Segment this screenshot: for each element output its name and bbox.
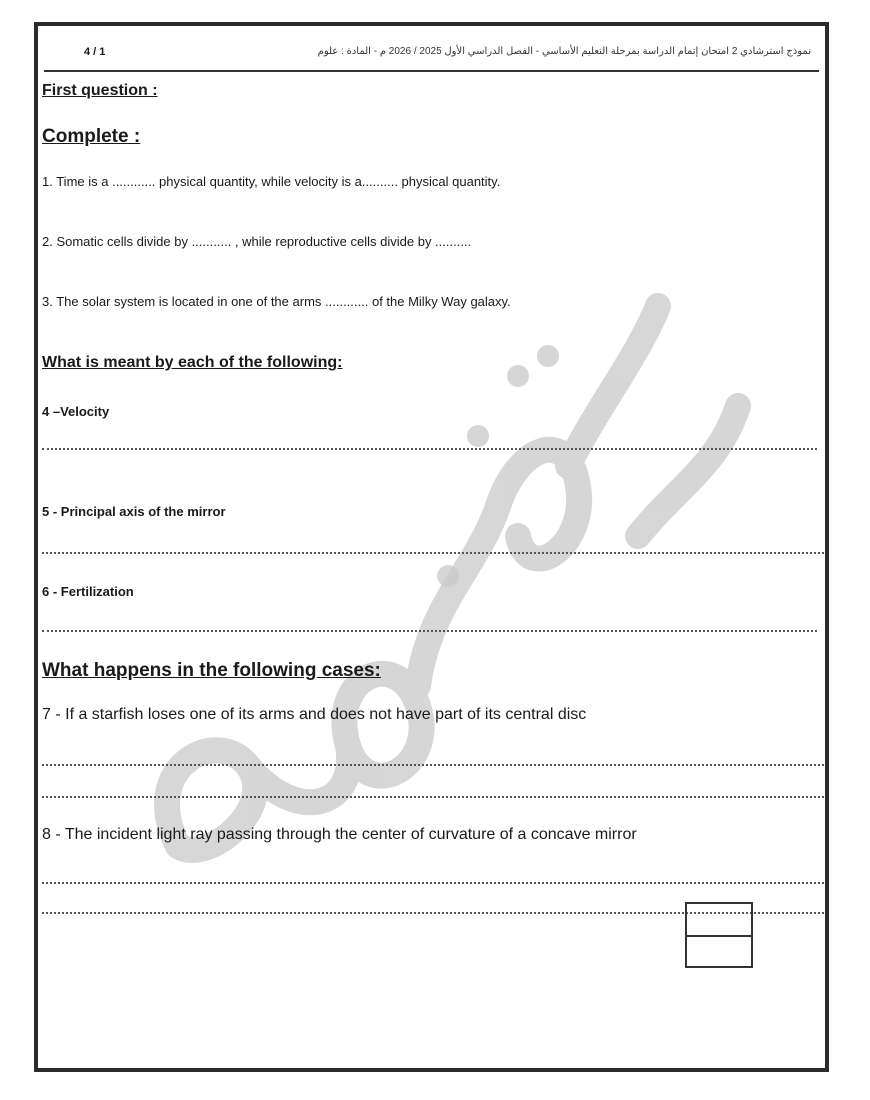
- page-number: 4 / 1: [84, 46, 106, 58]
- exam-page-frame: [34, 22, 829, 1072]
- answer-line: [42, 882, 824, 884]
- complete-heading: Complete :: [42, 126, 141, 147]
- answer-line: [42, 764, 824, 766]
- answer-line: [42, 448, 817, 450]
- exam-title: نموذج استرشادي 2 امتحان إتمام الدراسة بمرحلة التعليم الأساسي - الفصل الدراسي الأول 2025 / 2026 م - المادة : علوم: [317, 46, 811, 57]
- complete-item-3: 3. The solar system is located in one of the arms ............ of the Milky Way galaxy.: [42, 294, 511, 309]
- answer-line: [42, 796, 824, 798]
- answer-line: [42, 552, 824, 554]
- case-item-7: 7 - If a starfish loses one of its arms and does not have part of its central disc: [42, 706, 587, 723]
- page-header: [44, 40, 819, 72]
- complete-item-2: 2. Somatic cells divide by ........... , while reproductive cells divide by ..........: [42, 234, 472, 249]
- case-item-8: 8 - The incident light ray passing through the center of curvature of a concave mirror: [42, 826, 637, 843]
- answer-line: [42, 630, 817, 632]
- meaning-item-4: 4 –Velocity: [42, 404, 110, 419]
- complete-item-1: 1. Time is a ............ physical quantity, while velocity is a.......... physical quantity.: [42, 174, 501, 189]
- meaning-item-5: 5 - Principal axis of the mirror: [42, 504, 226, 519]
- meaning-heading: What is meant by each of the following:: [42, 354, 343, 371]
- score-box-divider: [687, 935, 751, 937]
- meaning-item-6: 6 - Fertilization: [42, 584, 134, 599]
- first-question-heading: First question :: [42, 82, 158, 99]
- cases-heading: What happens in the following cases:: [42, 660, 381, 681]
- score-box: [685, 902, 753, 968]
